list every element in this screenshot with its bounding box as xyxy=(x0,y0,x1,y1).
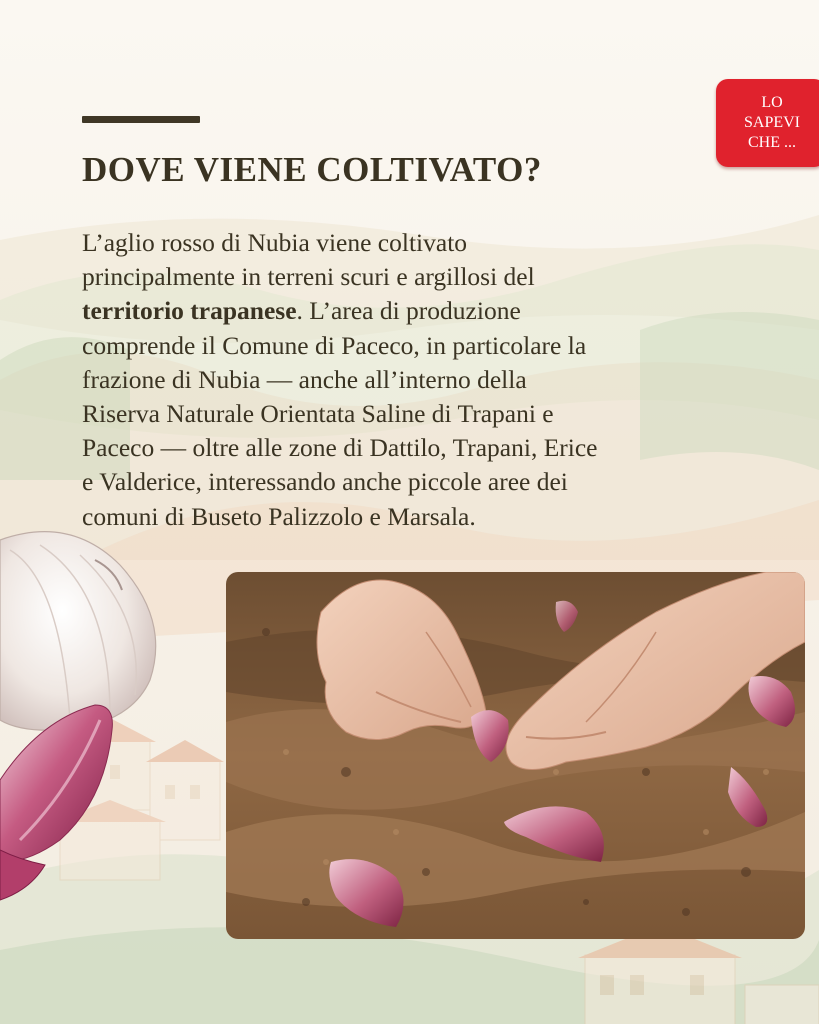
lo-sapevi-che-badge xyxy=(716,79,819,167)
body-line-1: L’aglio rosso di Nubia viene coltivato xyxy=(82,228,468,257)
body-line-6: Riserva Naturale Orientata Saline di Trapani e xyxy=(82,399,554,429)
body-line-9: comuni di Buseto Palizzolo e Marsala. xyxy=(82,501,476,531)
badge-line-2: SAPEVI xyxy=(743,114,800,131)
hands-planting-garlic-photo xyxy=(226,572,805,939)
body-paragraph xyxy=(82,226,742,534)
garlic-bulb-illustration xyxy=(0,520,170,910)
body-line-3 xyxy=(82,294,742,328)
body-line-8: e Valderice, interessando anche piccole aree dei xyxy=(82,467,568,497)
badge-line-3: CHE ... xyxy=(748,134,796,151)
title-accent-rule xyxy=(82,116,200,123)
body-line-5: frazione di Nubia — anche all’interno della xyxy=(82,364,527,394)
badge-label xyxy=(741,93,803,153)
body-line-2: principalmente in terreni scuri e argillosi del xyxy=(82,262,535,292)
body-emphasis: territorio trapanese xyxy=(82,296,297,326)
body-line-7: Paceco — oltre alle zone di Dattilo, Trapani, Erice xyxy=(82,433,598,463)
body-line-3-rest: . L’area di produzione xyxy=(296,296,521,326)
body-line-4: comprende il Comune di Paceco, in particolare la xyxy=(82,330,587,360)
badge-line-1: LO xyxy=(761,94,783,111)
page-title: DOVE VIENE COLTIVATO? xyxy=(82,150,542,189)
